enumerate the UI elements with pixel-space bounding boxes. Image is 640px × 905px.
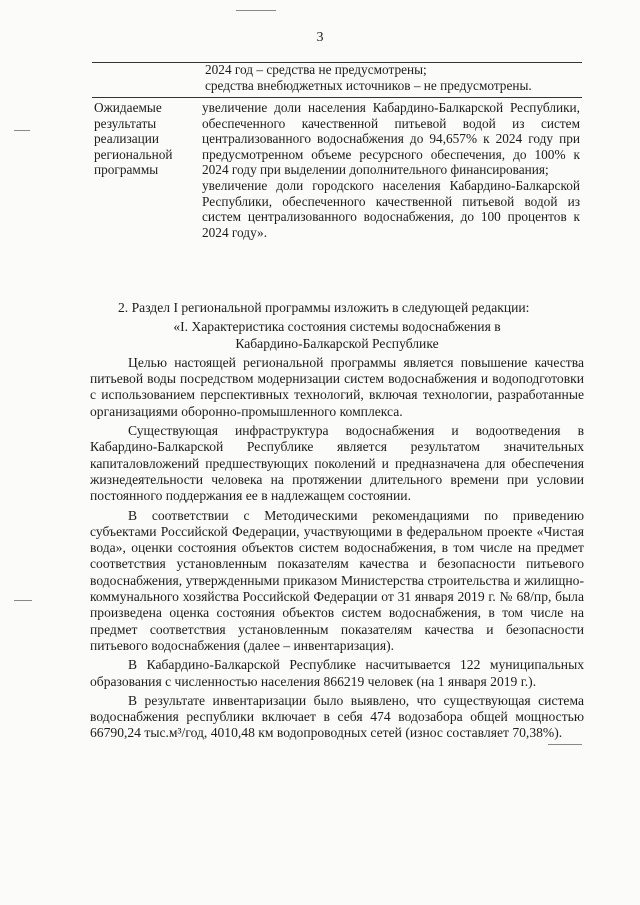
row-paragraph: увеличение доли городского населения Кабардино-Балкарской Республики, обеспеченного качественной питьевой водой из систем централизованного водоснабжения, до 100 процентов к 2024 году». [202,177,580,240]
amendment-instruction: 2. Раздел I региональной программы изложить в следующей редакции: [118,300,530,315]
continuation-line: средства внебюджетных источников – не предусмотрены. [205,77,532,93]
body-paragraph: В результате инвентаризации было выявлено, что существующая система водоснабжения республики включает в себя 474 водозабора общей мощностью 66790,24 тыс.м³/год, 4010,48 км водопроводных сетей (износ составляет 70,38%). [90,692,584,741]
scan-artifact [548,744,582,745]
scan-artifact [14,600,32,601]
body-paragraph: Целью настоящей региональной программы является повышение качества питьевой воды посредством модернизации систем водоснабжения и водоподготовки с использованием перспективных технологий, включая технологии, разработанные организациями оборонно-промышленного комплекса. [90,354,584,419]
table-rule [92,97,582,98]
page-number: 3 [316,30,324,45]
document-body [90,300,584,742]
scan-artifact [236,10,276,11]
row-value [202,100,580,240]
scan-artifact [14,130,30,131]
body-paragraph: В Кабардино-Балкарской Республике насчитывается 122 муниципальных образования с численностью населения 866219 человек (на 1 января 2019 г.). [90,657,584,689]
section-title-line-1: «I. Характеристика состояния системы водоснабжения в [173,319,501,335]
continuation-line: 2024 год – средства не предусмотрены; [205,62,427,77]
row-paragraph: увеличение доли населения Кабардино-Балкарской Республики, обеспеченного качественной питьевой водой из систем централизованного водоснабжения до 94,657% к 2024 году при предусмотренном объеме ресурсного обеспечения, до 100% к 2024 году при выделении дополнительного финансирования; [202,100,580,178]
table-continuation-cell [205,62,577,93]
section-title-line-2: Кабардино-Балкарской Республике [235,335,439,351]
body-paragraph: Существующая инфраструктура водоснабжения и водоотведения в Кабардино-Балкарской Республике является результатом значительных капиталовложений предшествующих поколений и предназначена для обеспечения жизнедеятельности человека на протяжении длительного времени при условии постоянного поддержания ее в надлежащем состоянии. [90,423,584,504]
row-label: Ожидаемые результаты реализации региональной программы [94,100,173,178]
body-paragraph: В соответствии с Методическими рекомендациями по приведению субъектами Российской Федерации, участвующими в федеральном проекте «Чистая вода», оценки состояния объектов систем водоснабжения, в том числе на предмет соответствия установленным показателям качества и безопасности питьевого водоснабжения, утвержденными приказом Министерства строительства и жилищно-коммунального хозяйства Российской Федерации от 31 января 2019 г. № 68/пр, была произведена оценка состояния объектов систем водоснабжения, в том числе на предмет соответствия установленным показателям качества и безопасности питьевого водоснабжения (далее – инвентаризация). [90,507,584,653]
